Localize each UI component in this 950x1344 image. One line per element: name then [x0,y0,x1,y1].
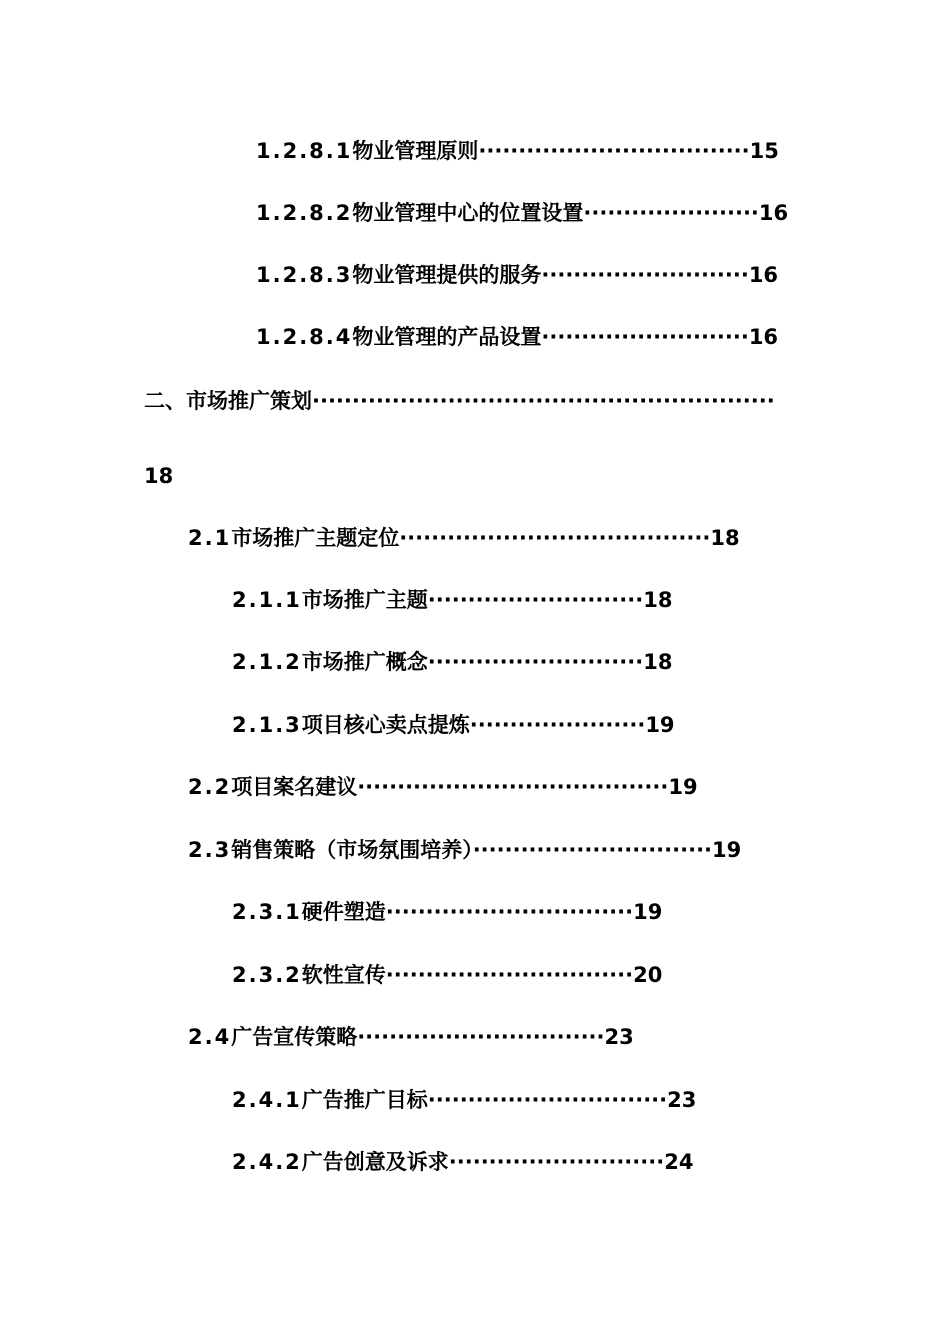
toc-entry[interactable] [256,261,778,289]
toc-leader: ······················ [469,713,646,737]
toc-number: 1.2.8.2 [256,201,353,225]
toc-entry[interactable] [232,1086,696,1114]
toc-page-number: 18 [643,588,673,612]
toc-page-number: 19 [645,713,675,737]
toc-number: 1.2.8.1 [256,139,353,163]
toc-title: 硬件塑造 [301,900,386,924]
toc-entry[interactable] [188,836,741,864]
toc-page-number: 16 [748,325,779,349]
toc-leader: ··························· [427,650,644,674]
toc-entry[interactable] [256,137,779,165]
toc-page-number: 20 [633,963,663,987]
toc-leader: ······························· [357,1025,605,1049]
toc-entry[interactable] [256,323,778,351]
toc-number: 2.3.1 [232,900,302,924]
toc-title: 物业管理中心的位置设置 [352,201,584,225]
toc-leader: ······························· [385,900,634,924]
toc-page-number: 19 [668,775,698,799]
toc-title: 广告推广目标 [301,1088,428,1112]
toc-leader: ······································· [357,775,669,799]
toc-leader: ······························ [472,838,713,862]
toc-page-number: 18 [144,464,174,488]
toc-leader: ······················ [583,201,759,225]
toc-number: 2.4.2 [232,1150,302,1174]
toc-page-number: 18 [643,650,673,674]
toc-page-number: 16 [758,201,789,225]
toc-leader: ·································· [478,139,750,163]
toc-chapter-entry[interactable] [144,387,775,415]
toc-entry[interactable] [232,898,662,926]
toc-entry[interactable] [188,773,698,801]
toc-title: 软性宣传 [301,963,386,987]
toc-title: 市场推广策划 [186,389,312,413]
toc-title: 市场推广主题定位 [231,526,400,550]
toc-title: 市场推广主题 [301,588,428,612]
toc-title: 销售策略（市场氛围培养） [231,838,473,862]
toc-page-number: 23 [667,1088,697,1112]
toc-number: 2.1.1 [232,588,302,612]
toc-number: 2.4.1 [232,1088,302,1112]
toc-title: 市场推广概念 [301,650,428,674]
toc-leader: ·························································· [312,389,775,413]
toc-entry[interactable] [188,524,740,552]
toc-number: 2.3 [188,838,232,862]
toc-leader: ······································· [399,526,711,550]
toc-page-number: 15 [749,139,779,163]
toc-entry[interactable] [256,199,788,227]
toc-title: 广告宣传策略 [231,1025,358,1049]
toc-title: 项目案名建议 [231,775,358,799]
toc-number: 2.2 [188,775,232,799]
toc-page-number: 23 [604,1025,634,1049]
toc-number: 2.1.2 [232,650,302,674]
toc-number: 2.1.3 [232,713,302,737]
toc-page-number: 19 [633,900,663,924]
toc-entry[interactable] [188,1023,634,1051]
toc-number: 1.2.8.4 [256,325,353,349]
toc-number: 二、 [144,389,186,413]
toc-entry[interactable] [232,1148,693,1176]
toc-title: 物业管理原则 [352,139,479,163]
toc-leader: ······························ [427,1088,668,1112]
toc-entry[interactable] [232,961,662,989]
toc-page-number: 18 [710,526,740,550]
toc-page-number: 16 [748,263,779,287]
toc-title: 物业管理提供的服务 [352,263,542,287]
toc-number: 2.3.2 [232,963,302,987]
toc-page-number: 19 [712,838,742,862]
toc-number: 2.1 [188,526,232,550]
toc-leader: ·························· [541,263,749,287]
toc-title: 项目核心卖点提炼 [301,713,470,737]
toc-number: 1.2.8.3 [256,263,353,287]
toc-page-number: 24 [664,1150,694,1174]
toc-title: 广告创意及诉求 [301,1150,449,1174]
toc-number: 2.4 [188,1025,232,1049]
toc-entry[interactable] [232,648,672,676]
toc-leader: ·························· [541,325,749,349]
toc-entry[interactable] [232,711,675,739]
toc-leader: ··························· [448,1150,665,1174]
toc-chapter-page-number[interactable] [144,462,173,490]
toc-title: 物业管理的产品设置 [352,325,542,349]
toc-leader: ··························· [427,588,644,612]
toc-leader: ······························· [385,963,634,987]
toc-entry[interactable] [232,586,672,614]
